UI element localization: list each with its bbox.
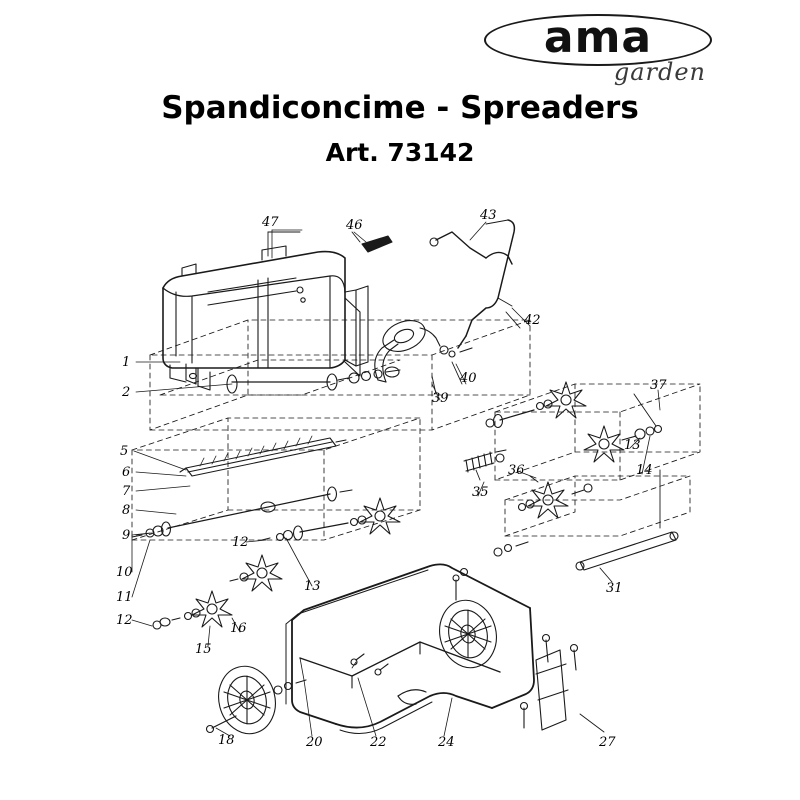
callout-35: 35 [472, 485, 489, 500]
callout-2: 2 [122, 385, 131, 400]
callout-12b: 12 [232, 535, 249, 550]
callout-37: 37 [650, 378, 667, 393]
diagram-svg [0, 180, 800, 790]
callout-14: 14 [636, 463, 653, 478]
callout-43: 43 [480, 208, 497, 223]
callout-16: 16 [230, 621, 247, 636]
callout-12: 12 [116, 613, 133, 628]
callout-11: 11 [116, 590, 133, 605]
callout-39: 39 [432, 391, 449, 406]
callout-46: 46 [346, 218, 363, 233]
callout-6: 6 [122, 465, 131, 480]
callout-36: 36 [508, 463, 525, 478]
article-number: Art. 73142 [325, 138, 475, 167]
callout-1: 1 [122, 355, 131, 370]
callout-13b: 13 [624, 438, 641, 453]
callout-42: 42 [524, 313, 541, 328]
callout-15: 15 [195, 642, 212, 657]
callout-24: 24 [438, 735, 455, 750]
callout-8: 8 [122, 503, 131, 518]
callout-20: 20 [306, 735, 323, 750]
callout-31: 31 [606, 581, 623, 596]
callout-47: 47 [262, 215, 279, 230]
ama-garden-logo [484, 8, 716, 86]
callout-40: 40 [460, 371, 477, 386]
callout-5: 5 [120, 444, 129, 459]
callout-18: 18 [218, 733, 235, 748]
callout-22: 22 [370, 735, 387, 750]
exploded-parts-diagram [0, 180, 800, 790]
callout-13: 13 [304, 579, 321, 594]
callout-27: 27 [599, 735, 616, 750]
callout-9: 9 [122, 528, 131, 543]
callout-7: 7 [122, 484, 131, 499]
callout-10: 10 [116, 565, 133, 580]
logo-brand-text: ama [543, 12, 653, 63]
logo-tagline-text: garden [613, 58, 706, 86]
page-title: Spandiconcime - Spreaders [161, 90, 639, 126]
